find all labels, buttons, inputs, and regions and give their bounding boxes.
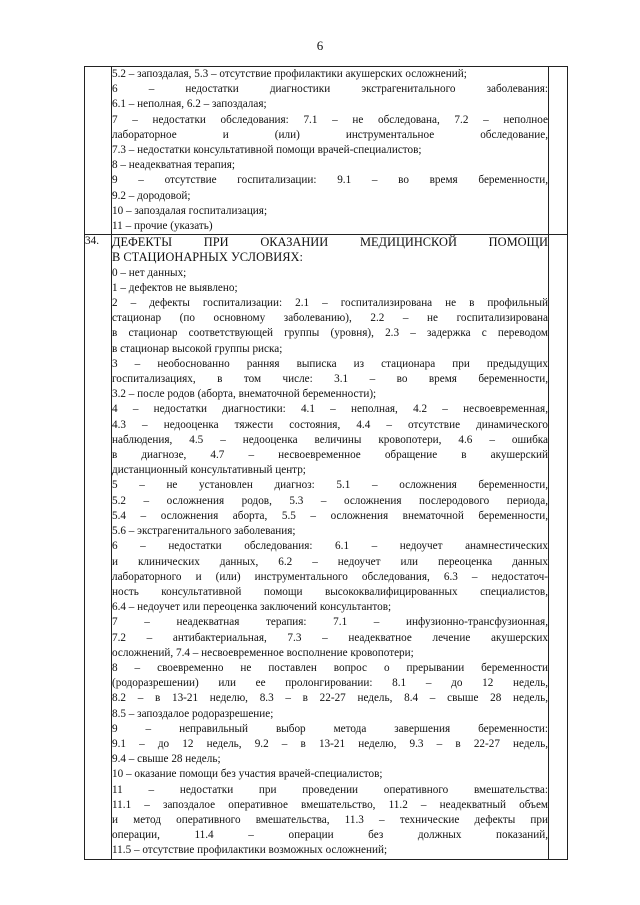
text-line: дистанционный консультативный центр;	[112, 464, 306, 477]
text-line: 0 – нет данных;	[112, 266, 187, 279]
text-line: в стационар высокой группы риска;	[112, 342, 283, 355]
text-line: 11.5 – отсутствие профилактики возможных осложнений;	[112, 844, 388, 857]
row-number-cell	[85, 67, 112, 235]
text-line: стационар (по основному заболеванию), 2.2 – не госпитализирована	[112, 312, 548, 325]
text-line: 10 – оказание помощи без участия врачей-специалистов;	[112, 768, 383, 781]
text-line: 6 – недостатки обследования: 6.1 – недоучет анамнестических	[112, 540, 548, 553]
text-line: 11 – недостатки при проведении оперативного вмешательства:	[112, 783, 548, 796]
text-line: 7.3 – недостатки консультативной помощи врачей-специалистов;	[112, 144, 422, 157]
section-heading-line: В СТАЦИОНАРНЫХ УСЛОВИЯХ:	[112, 250, 303, 265]
text-line: 9 – отсутствие госпитализации: 9.1 – во время беременности,	[112, 174, 548, 187]
text-line: 5.4 – осложнения аборта, 5.5 – осложнения внематочной беременности,	[112, 509, 548, 522]
text-line: 5.2 – осложнения родов, 5.3 – осложнения послеродового периода,	[112, 494, 548, 507]
text-line: 7 – неадекватная терапия: 7.1 – инфузионно-трансфузионная,	[112, 616, 548, 629]
text-line: 8 – неадекватная терапия;	[112, 159, 236, 172]
page-number: 6	[316, 38, 324, 53]
text-line: 8 – своевременно не поставлен вопрос о прерывании беременности	[112, 661, 548, 674]
text-line: 8.5 – запоздалое родоразрешение;	[112, 707, 274, 720]
text-line: 5 – не установлен диагноз: 5.1 – осложнения беременности,	[112, 479, 548, 492]
text-line: 7.2 – антибактериальная, 7.3 – неадекватное лечение акушерских	[112, 631, 548, 644]
text-line: лабораторное и (или) инструментальное обследование,	[112, 128, 548, 141]
text-line: 4.3 – недооценка тяжести состояния, 4.4 – отсутствие динамического	[112, 418, 548, 431]
text-line: лабораторного и (или) инструментального обследования, 6.3 – недостаточ-	[112, 570, 548, 583]
section-heading-line: ДЕФЕКТЫ ПРИ ОКАЗАНИИ МЕДИЦИНСКОЙ ПОМОЩИ	[112, 235, 548, 250]
text-line: наблюдения, 4.5 – недооценка величины кровопотери, 4.6 – ошибка	[112, 433, 548, 446]
text-line: госпитализациях, в том числе: 3.1 – во время беременности,	[112, 373, 548, 386]
text-line: и метод оперативного вмешательства, 11.3 – технические дефекты при	[112, 813, 548, 826]
table-row	[85, 67, 568, 235]
text-line: 9 – неправильный выбор метода завершения беременности:	[112, 722, 548, 735]
text-line: 4 – недостатки диагностики: 4.1 – неполная, 4.2 – несвоевременная,	[112, 403, 548, 416]
text-line: и клинических данных, 6.2 – недоучет или переоценка данных	[112, 555, 548, 568]
text-line: 11 – прочие (указать)	[112, 220, 213, 233]
text-line: ность консультативной помощи высококвалифицированных специалистов,	[112, 585, 548, 598]
text-line: осложнений, 7.4 – несвоевременное восполнение кровопотери;	[112, 646, 414, 659]
text-line: 9.2 – дородовой;	[112, 189, 191, 202]
text-line: 9.1 – до 12 недель, 9.2 – в 13-21 неделю, 9.3 – в 22-27 недель,	[112, 737, 548, 750]
empty-column-cell	[549, 67, 568, 235]
text-line: 6 – недостатки диагностики экстрагенитального заболевания:	[112, 83, 548, 96]
text-line: 8.2 – в 13-21 неделю, 8.3 – в 22-27 недель, 8.4 – свыше 28 недель,	[112, 692, 548, 705]
text-line: 6.1 – неполная, 6.2 – запоздалая;	[112, 98, 267, 111]
text-line: 11.1 – запоздалое оперативное вмешательство, 11.2 – неадекватный объем	[112, 798, 548, 811]
text-line: 2 – дефекты госпитализации: 2.1 – госпитализирована не в профильный	[112, 297, 548, 310]
text-line: 1 – дефектов не выявлено;	[112, 281, 238, 294]
row-number-cell: 34.	[85, 235, 112, 859]
text-line: в диагнозе, 4.7 – несвоевременное обращение в акушерский	[112, 449, 548, 462]
text-line: 5.6 – экстрагенитального заболевания;	[112, 525, 296, 538]
text-line: в стационар соответствующей группы (уровня), 2.3 – задержка с переводом	[112, 327, 548, 340]
text-line: 7 – недостатки обследования: 7.1 – не обследована, 7.2 – неполное	[112, 113, 548, 126]
empty-column-cell	[549, 235, 568, 859]
text-line: операции, 11.4 – операции без должных показаний,	[112, 829, 548, 842]
row-text-cell	[112, 235, 549, 859]
text-line: 9.4 – свыше 28 недель;	[112, 753, 221, 766]
text-line: 3 – необоснованно ранняя выписка из стационара при предыдущих	[112, 357, 548, 370]
text-line: 6.4 – недоучет или переоценка заключений консультантов;	[112, 601, 392, 614]
text-line: 10 – запоздалая госпитализация;	[112, 204, 268, 217]
row-text-cell	[112, 67, 549, 235]
defects-table	[84, 66, 568, 860]
text-line: 3.2 – после родов (аборта, внематочной беременности);	[112, 388, 377, 401]
defects-table-body	[85, 67, 568, 860]
text-line: 5.2 – запоздалая, 5.3 – отсутствие профилактики акушерских осложнений;	[112, 68, 467, 80]
table-row	[85, 235, 568, 859]
text-line: (родоразрешении) или ее пролонгировании: 8.1 – до 12 недель,	[112, 677, 548, 690]
